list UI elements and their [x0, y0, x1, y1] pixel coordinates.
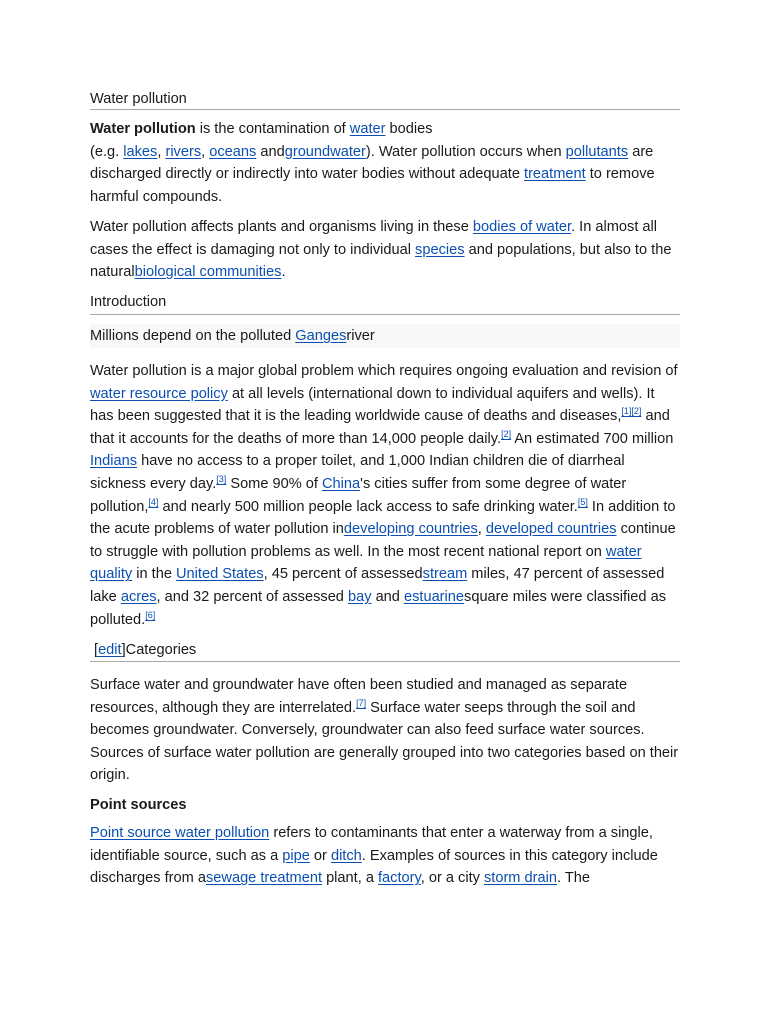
- section-heading-introduction: Introduction: [90, 294, 167, 310]
- bold-term: Water pollution: [90, 121, 196, 137]
- categories-divider: [90, 661, 680, 662]
- link-water-quality[interactable]: water quality: [90, 543, 642, 583]
- link-indians[interactable]: Indians: [90, 453, 138, 470]
- section-heading-categories: [edit]Categories: [94, 642, 197, 658]
- link-biological-communities[interactable]: biological communities: [134, 264, 282, 281]
- link-point-source-water-pollution[interactable]: Point source water pollution: [90, 825, 270, 841]
- citation-5[interactable]: [5]: [577, 496, 588, 507]
- link-estuarine[interactable]: estuarine: [403, 588, 465, 605]
- link-ditch[interactable]: ditch: [330, 847, 362, 864]
- citation-2b[interactable]: [2]: [501, 428, 512, 439]
- citation-4[interactable]: [4]: [148, 496, 159, 507]
- link-bay[interactable]: bay: [347, 588, 372, 605]
- link-ganges[interactable]: Ganges: [295, 328, 347, 344]
- link-water-resource-policy[interactable]: water resource policy: [90, 385, 228, 402]
- link-sewage-treatment[interactable]: sewage treatment: [206, 870, 323, 887]
- link-rivers[interactable]: rivers: [165, 143, 202, 160]
- categories-paragraph: Surface water and groundwater have often been studied and managed as separate resources, although they are interrelated.[7] Surface water seeps through the soil and becomes groundwater. Conversely, groundwater can also feed surface water sources. Sources of surface water pollution are generally grouped into two categories based on their origin.: [90, 677, 679, 784]
- link-pipe[interactable]: pipe: [282, 847, 310, 864]
- link-china[interactable]: China: [322, 475, 361, 492]
- introduction-paragraph: Water pollution is a major global problem which requires ongoing evaluation and revision of water resource policy at all levels (international down to individual aquifers and wells). It has been suggested that it is the leading worldwide cause of deaths and diseases,[1][2] and that it accounts for the deaths of more than 14,000 people daily.[2] An estimated 700 million Indians have no access to a proper toilet, and 1,000 Indian children die of diarrheal sickness every day.[3] Some 90% of China's cities suffer from some degree of water pollution,[4] and nearly 500 million people lack access to safe drinking water.[5] In addition to the acute problems of water pollution indeveloping countries, developed countries continue to struggle with pollution problems as well. In the most recent national report on water quality in the United States, 45 percent of assessedstream miles, 47 percent of assessed lake acres, and 32 percent of assessed bay and estuarinesquare miles were classified as polluted.[6]: [90, 363, 678, 628]
- link-developing-countries[interactable]: developing countries: [343, 521, 478, 538]
- point-sources-paragraph: Point source water pollution refers to contaminants that enter a waterway from a single, identifiable source, such as a pipe or ditch. Examples of sources in this category include discharges from asewage treatment plant, a factory, or a city storm drain. The: [90, 825, 658, 887]
- link-lakes[interactable]: lakes: [123, 143, 158, 160]
- citation-1[interactable]: [1]: [621, 406, 632, 417]
- citation-3[interactable]: [3]: [216, 473, 227, 484]
- link-developed-countries[interactable]: developed countries: [485, 521, 617, 538]
- image-caption: Millions depend on the polluted Gangesriver: [90, 324, 680, 348]
- link-bodies-of-water[interactable]: bodies of water: [472, 219, 572, 235]
- citation-2[interactable]: [2]: [631, 406, 642, 417]
- citation-7[interactable]: [7]: [356, 697, 367, 708]
- link-united-states[interactable]: United States: [176, 566, 264, 583]
- link-factory[interactable]: factory: [378, 870, 421, 887]
- link-water[interactable]: water: [349, 121, 386, 137]
- link-species[interactable]: species: [415, 241, 465, 258]
- article-title: Water pollution: [90, 91, 187, 107]
- citation-6[interactable]: [6]: [145, 609, 156, 620]
- edit-link[interactable]: edit: [98, 642, 122, 658]
- link-acres[interactable]: acres: [120, 588, 157, 605]
- title-divider: [90, 109, 680, 110]
- link-oceans[interactable]: oceans: [209, 143, 257, 160]
- link-stream[interactable]: stream: [422, 566, 468, 583]
- intro-paragraph-1: Water pollution is the contamination of water bodies (e.g. lakes, rivers, oceans andgroundwater). Water pollution occurs when pollutants are discharged directly or indirectly into water bodies without adequate treatment to remove harmful compounds.: [90, 121, 655, 205]
- introduction-divider: [90, 314, 680, 315]
- link-pollutants[interactable]: pollutants: [565, 143, 629, 160]
- link-treatment[interactable]: treatment: [524, 166, 586, 183]
- intro-paragraph-2: Water pollution affects plants and organisms living in these bodies of water. In almost all cases the effect is damaging not only to individual species and populations, but also to the naturalbiological communities.: [90, 219, 672, 281]
- link-storm-drain[interactable]: storm drain: [483, 870, 557, 887]
- subheading-point-sources: Point sources: [90, 797, 187, 813]
- link-groundwater[interactable]: groundwater: [284, 143, 366, 160]
